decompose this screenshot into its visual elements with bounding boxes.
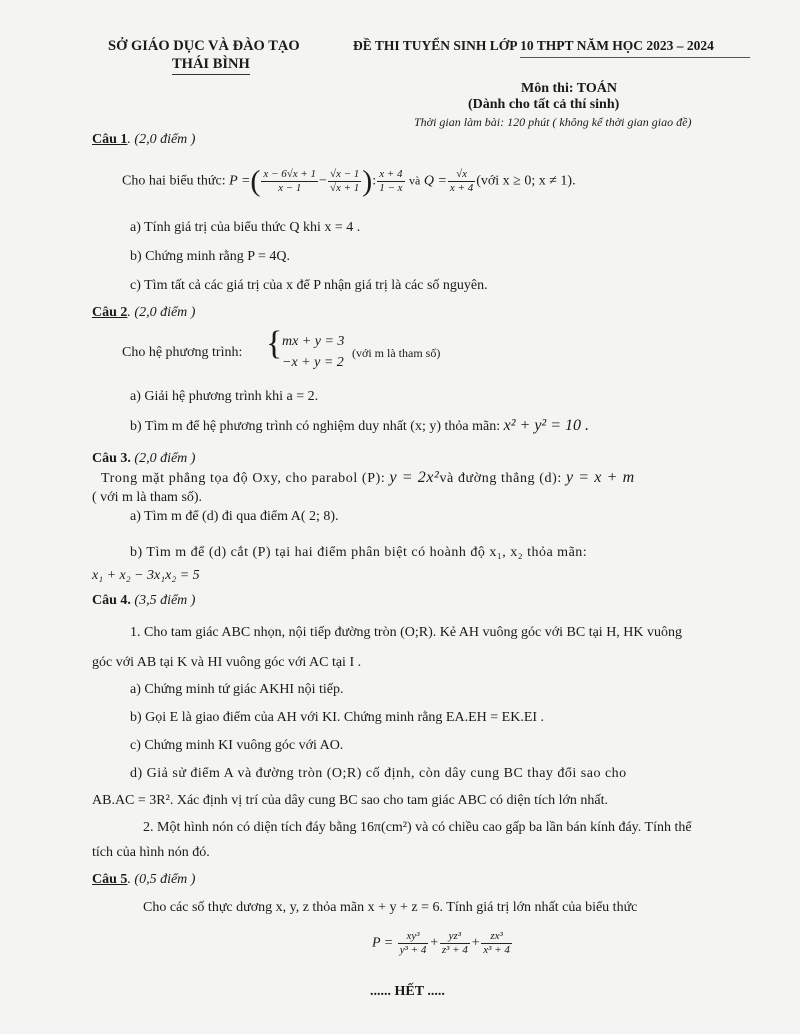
- q3-line-1: [101, 470, 635, 487]
- q3-heading: [92, 451, 195, 467]
- audience-line: (Dành cho tất cả thí sinh): [468, 97, 620, 112]
- q5-title: Câu 5: [92, 872, 128, 887]
- q1-part-a: a) Tính giá trị của biểu thức Q khi x = 4 .: [130, 220, 361, 235]
- q4-part-d-line-2: AB.AC = 3R². Xác định vị trí của dây cung BC sao cho tam giác ABC có diện tích lớn nhất.: [92, 793, 609, 808]
- q3-line-2: ( với m là tham số).: [92, 490, 203, 505]
- q1-colon: :: [372, 173, 377, 189]
- q1-right-paren: ): [362, 164, 373, 198]
- q1-left-paren: (: [250, 164, 261, 198]
- time-line: Thời gian làm bài: 120 phút ( không kể thời gian giao đề): [414, 115, 692, 129]
- q1-fraction-3: $\frac{x + 4}{1 - x}$: [379, 168, 403, 194]
- q1-expression-line: [122, 164, 576, 198]
- q5-term-1: $\frac{\text{xy³}}{\text{y³ + 4}}$: [399, 930, 427, 956]
- title-underline: [520, 57, 750, 58]
- q3-line-1-text: Trong mặt phẳng tọa độ Oxy, cho parabol (P):: [101, 471, 386, 486]
- q3-part-a: a) Tìm m để (d) đi qua điểm A( 2; 8).: [130, 509, 339, 524]
- q5-p-lhs: P =: [372, 935, 394, 951]
- q5-term-3: $\frac{\text{zx³}}{\text{x³ + 4}}$: [483, 930, 510, 956]
- q5-points: . (0,5 điểm ): [127, 872, 196, 887]
- q4-part-a: a) Chứng minh tứ giác AKHI nội tiếp.: [130, 682, 344, 697]
- q1-intro: Cho hai biểu thức:: [122, 173, 226, 189]
- q4-p2-line-2: tích của hình nón đó.: [92, 845, 210, 860]
- q4-p1-line-1: 1. Cho tam giác ABC nhọn, nội tiếp đường tròn (O;R). Kẻ AH vuông góc với BC tại H, HK vuông: [130, 625, 683, 640]
- q1-title: Câu 1: [92, 132, 128, 147]
- q1-part-b: b) Chứng minh rằng P = 4Q.: [130, 249, 291, 264]
- header-underline: [172, 74, 250, 75]
- q2-part-b-equation: x² + y² = 10 .: [503, 417, 590, 434]
- q4-part-b: b) Gọi E là giao điểm của AH với KI. Chứng minh rằng EA.EH = EK.EI .: [130, 710, 545, 725]
- q1-minus: −: [319, 173, 327, 189]
- q5-plus-2: +: [470, 935, 481, 951]
- subject-line: Môn thi: TOÁN: [521, 81, 617, 96]
- q3-part-b-equation: x₁ + x₂ − 3x₁x₂ = 5: [92, 568, 200, 583]
- q3-line-equation: y = x + m: [565, 469, 635, 486]
- q5-heading: [92, 872, 195, 888]
- q4-part-d-line-1: d) Giả sử điểm A và đường tròn (O;R) cố định, còn dây cung BC thay đổi sao cho: [130, 766, 627, 781]
- q3-line-1b: và đường thẳng (d):: [439, 471, 562, 486]
- province-name: THÁI BÌNH: [172, 56, 250, 72]
- q2-equation-2: −x + y = 2: [282, 355, 344, 370]
- q4-heading: [92, 593, 195, 609]
- q4-points: (3,5 điểm ): [134, 593, 196, 608]
- q1-and: và: [409, 173, 421, 188]
- q1-q-lhs: Q =: [423, 173, 447, 189]
- q5-plus-1: +: [429, 935, 439, 951]
- end-marker: ...... HẾT .....: [370, 984, 445, 999]
- q1-q-fraction: $\frac{√x}{x + 4}$: [449, 168, 474, 194]
- q1-part-c: c) Tìm tất cả các giá trị của x để P nhận giá trị là các số nguyên.: [130, 278, 488, 293]
- q3-title: Câu 3.: [92, 451, 131, 466]
- q4-part-c: c) Chứng minh KI vuông góc với AO.: [130, 738, 344, 753]
- q5-term-2: $\frac{\text{yz³}}{\text{z³ + 4}}$: [441, 930, 468, 956]
- q1-p-lhs: P =: [229, 173, 251, 189]
- q5-expression: [372, 930, 513, 957]
- q3-part-b: b) Tìm m để (d) cắt (P) tại hai điểm phân biệt có hoành độ x₁, x₂ thỏa mãn:: [130, 545, 588, 560]
- q5-intro: Cho các số thực dương x, y, z thỏa mãn x + y + z = 6. Tính giá trị lớn nhất của biểu thức: [143, 900, 638, 915]
- q2-system-brace: {: [266, 325, 283, 362]
- q2-part-b: [130, 418, 589, 435]
- q4-p2-line-1: 2. Một hình nón có diện tích đáy bằng 16π(cm²) và có chiều cao gấp ba lần bán kính đáy. Tính thể: [143, 820, 692, 835]
- q2-intro: Cho hệ phương trình:: [122, 345, 243, 360]
- q1-fraction-1: $\frac{x - 6√x + 1}{x - 1}$: [263, 168, 317, 194]
- q2-heading: [92, 305, 195, 321]
- q1-condition: (với x ≥ 0; x ≠ 1).: [476, 173, 576, 189]
- q2-title: Câu 2: [92, 305, 128, 320]
- q4-p1-line-2: góc với AB tại K và HI vuông góc với AC tại I .: [92, 655, 362, 670]
- q2-equation-1: mx + y = 3: [282, 334, 345, 349]
- q2-part-a: a) Giải hệ phương trình khi a = 2.: [130, 389, 319, 404]
- department-name: SỞ GIÁO DỤC VÀ ĐÀO TẠO: [108, 38, 300, 54]
- q2-part-b-text: b) Tìm m để hệ phương trình có nghiệm duy nhất (x; y) thỏa mãn:: [130, 419, 501, 434]
- q4-title: Câu 4.: [92, 593, 131, 608]
- q1-points: . (2,0 điểm ): [127, 132, 196, 147]
- q2-points: . (2,0 điểm ): [127, 305, 196, 320]
- q3-points: (2,0 điểm ): [134, 451, 196, 466]
- q1-heading: [92, 132, 195, 148]
- q3-parabola: y = 2x²: [389, 469, 440, 486]
- exam-title: ĐỀ THI TUYỂN SINH LỚP 10 THPT NĂM HỌC 2023 – 2024: [353, 38, 714, 53]
- q2-note: (với m là tham số): [352, 346, 441, 360]
- q1-fraction-2: $\frac{√x - 1}{√x + 1}$: [329, 168, 360, 194]
